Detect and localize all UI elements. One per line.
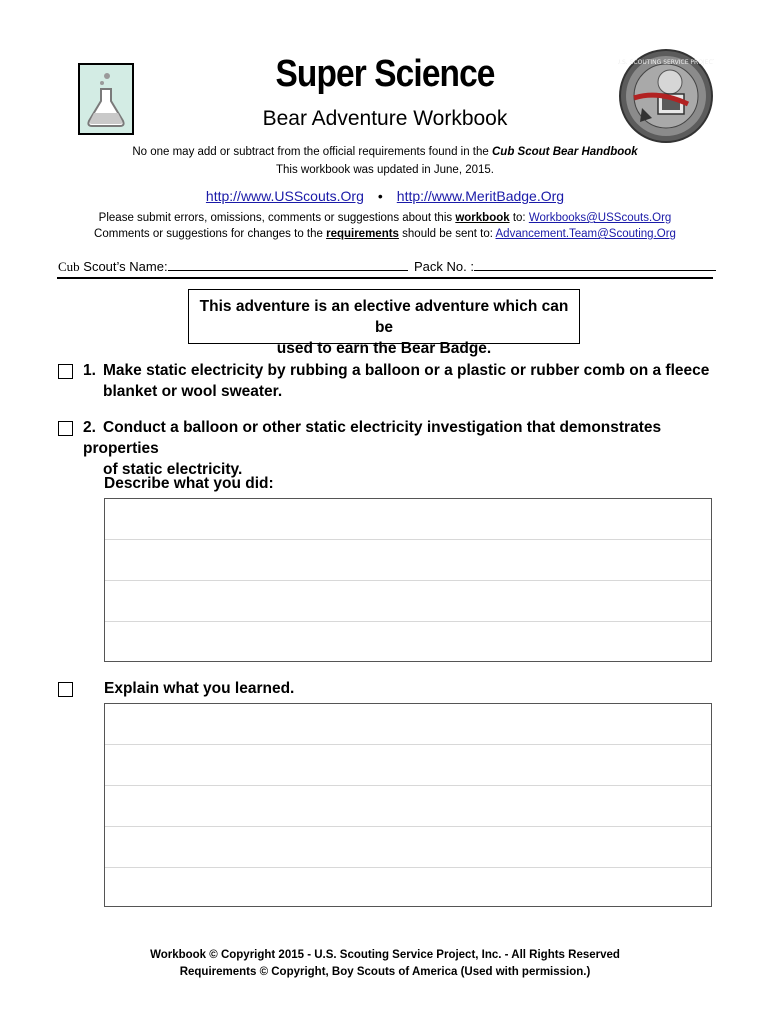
requirement-2: 2. Conduct a balloon or other static electricity investigation that demonstrates properties of static electricity.	[83, 419, 662, 478]
seal-text: U.S. SCOUTING SERVICE PROJECT	[618, 59, 714, 66]
footer-copyright: Workbook © Copyright 2015 - U.S. Scouting Service Project, Inc. - All Rights Reserved	[150, 949, 620, 961]
ruled-line	[105, 867, 711, 868]
ruled-line	[105, 826, 711, 827]
ruled-line	[105, 539, 711, 540]
ruled-line	[105, 785, 711, 786]
website-links	[0, 188, 770, 204]
pack-label: Pack No. :	[414, 259, 474, 274]
requirement-2-checkbox[interactable]	[58, 421, 73, 436]
scout-name-blank[interactable]	[168, 258, 408, 271]
requirement-1-checkbox[interactable]	[58, 364, 73, 379]
workbooks-email-link[interactable]: Workbooks@USScouts.Org	[528, 212, 672, 224]
ruled-line	[105, 621, 711, 622]
meritbadge-link[interactable]: http://www.MeritBadge.Org	[396, 188, 565, 204]
usscouts-link[interactable]: http://www.USScouts.Org	[205, 188, 364, 204]
elective-notice-box: This adventure is an elective adventure which can be used to earn the Bear Badge.	[188, 289, 580, 344]
requirement-1: 1. Make static electricity by rubbing a balloon or a plastic or rubber comb on a fleece blanket or wool sweater.	[83, 362, 710, 400]
footer-requirements: Requirements © Copyright, Boy Scouts of America (Used with permission.)	[179, 966, 591, 978]
describe-prompt: Describe what you did:	[104, 475, 274, 492]
pack-number-field[interactable]	[414, 258, 716, 274]
explain-prompt: Explain what you learned.	[104, 680, 295, 697]
changes-notice: Comments or suggestions for changes to the requirements should be sent to: Advancement.Team@Scouting.Org	[94, 228, 676, 240]
name-label: Scout’s Name:	[79, 259, 168, 274]
explain-checkbox[interactable]	[58, 682, 73, 697]
advancement-email-link[interactable]: Advancement.Team@Scouting.Org	[495, 228, 676, 240]
describe-answer-box[interactable]	[104, 498, 712, 662]
updated-notice: This workbook was updated in June, 2015.	[276, 164, 494, 176]
submit-notice: Please submit errors, omissions, comments or suggestions about this workbook to: Workbooks@USScouts.Org	[98, 212, 672, 224]
page-title: Super Science	[275, 53, 495, 95]
ruled-line	[105, 744, 711, 745]
header-divider	[57, 277, 713, 279]
official-notice: No one may add or subtract from the official requirements found in the Cub Scout Bear Handbook	[132, 146, 638, 158]
url-separator: •	[377, 188, 383, 204]
ruled-line	[105, 580, 711, 581]
explain-answer-box[interactable]	[104, 703, 712, 907]
name-label-cub: Cub	[58, 259, 80, 274]
pack-number-blank[interactable]	[474, 258, 716, 271]
scout-name-field[interactable]	[58, 258, 408, 275]
page-subtitle: Bear Adventure Workbook	[262, 107, 508, 130]
